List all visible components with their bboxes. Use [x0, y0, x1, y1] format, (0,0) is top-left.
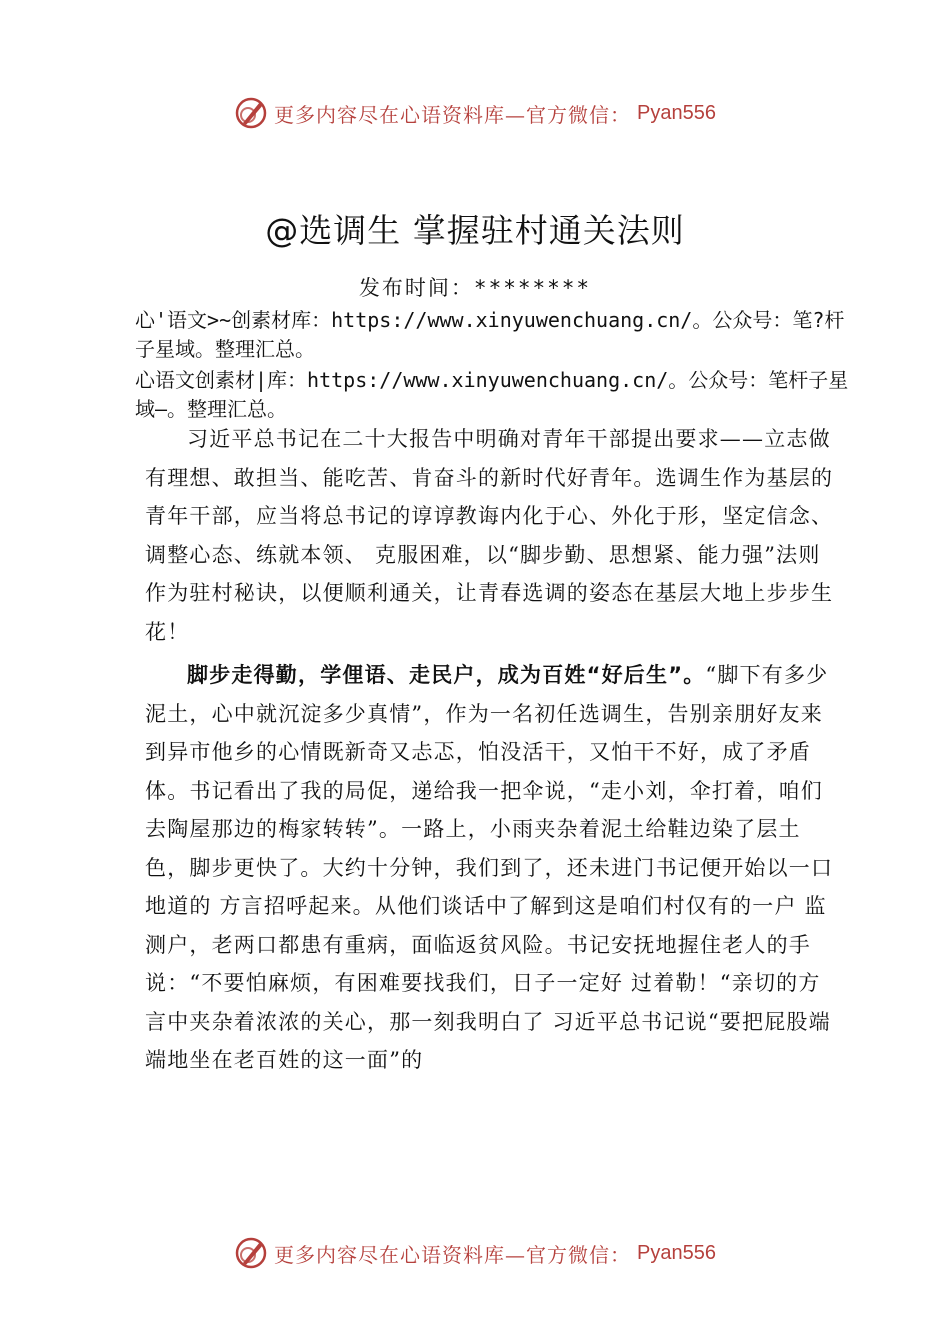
- banner-wechat-id: Pyan556: [637, 101, 716, 124]
- bottom-banner: [0, 1233, 950, 1273]
- publish-date: 发布时间：********: [358, 276, 592, 300]
- document-title: @选调生 掌握驻村通关法则: [265, 211, 685, 250]
- paragraph-text: [145, 656, 835, 1080]
- paragraph-body: “脚下有多少泥土，心中就沉淀多少真情”，作为一名初任选调生，告别亲朋好友来到异市他乡的心情既新奇又忐忑，怕没活干，又怕干不好，成了矛盾体。书记看出了我的局促，递给我一把伞说，“走小刘，伞打着，咱们去陶屋那边的梅家转转”。一路上，小雨夹杂着泥土给鞋边染了层土色，脚步更快了。大约十分钟，我们到了，还未进门书记便开始以一口地道的 方言招呼起来。从他们谈话中了解到这是咱们村仅有的一户 监测户，老两口都患有重病，面临返贫风险。书记安抚地握住老人的手说：“不要怕麻烦，有困难要找我们，日子一定好 过着勒！“亲切的方言中夹杂着浓浓的关心，那一刻我明白了 习近平总书记说“要把屁股端端地坐在老百姓的这一面”的: [145, 663, 834, 1072]
- banner-text: 更多内容尽在心语资料库—官方微信：: [274, 102, 632, 127]
- source-line: 心'语文>~创素材库：https://www.xinyuwenchuang.cn/。公众号：笔?杆子星域。整理汇总。: [135, 308, 845, 361]
- banner-text: 更多内容尽在心语资料库—官方微信：: [274, 1242, 632, 1267]
- brush-logo-icon: [234, 1236, 268, 1270]
- paragraph-text: 习近平总书记在二十大报告中明确对青年干部提出要求——立志做有理想、敢担当、能吃苦、肯奋斗的新时代好青年。选调生作为基层的青年干部，应当将总书记的谆谆教诲内化于心、外化于形，坚定信念、调整心态、练就本领、 克服困难，以“脚步勤、思想紧、能力强”法则作为驻村秘诀，以便顺利通关，让青春选调的姿态在基层大地上步步生花！: [145, 427, 834, 644]
- body-paragraph-1: [145, 420, 835, 651]
- banner-wechat-id: Pyan556: [637, 1241, 716, 1264]
- source-line: 心语文创素材|库：https://www.xinyuwenchuang.cn/。公众号：笔杆子星域—。整理汇总。: [135, 368, 849, 421]
- brush-logo-icon: [234, 96, 268, 130]
- top-banner: [0, 93, 950, 133]
- body-paragraph-2: [145, 656, 835, 1080]
- paragraph-heading: 脚步走得勤，学俚语、走民户，成为百姓“好后生”。: [187, 663, 706, 687]
